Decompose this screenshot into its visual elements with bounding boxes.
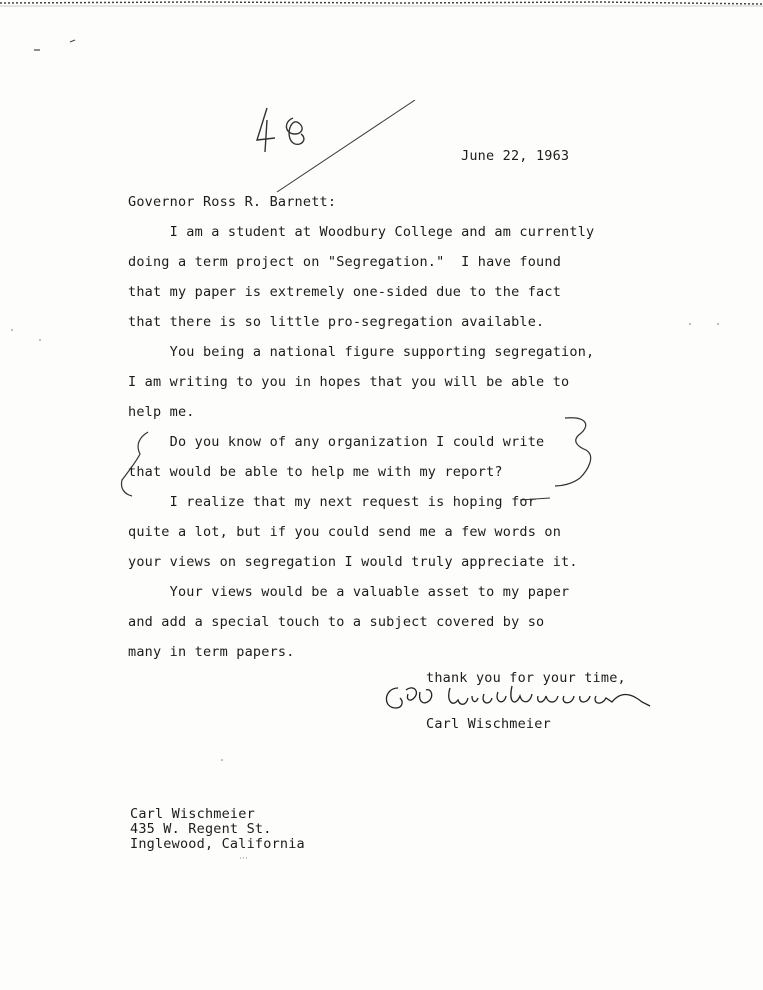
- body-line: many in term papers.: [128, 644, 295, 660]
- body-line: your views on segregation I would truly appreciate it.: [128, 554, 578, 570]
- return-address-line: Inglewood, California: [130, 836, 305, 852]
- salutation: Governor Ross R. Barnett:: [128, 194, 337, 210]
- body-line: and add a special touch to a subject covered by so: [128, 614, 545, 630]
- body-line: Your views would be a valuable asset to my paper: [128, 584, 570, 600]
- body-line: that my paper is extremely one-sided due to the fact: [128, 284, 562, 300]
- return-address-line: 435 W. Regent St.: [130, 821, 272, 837]
- body-line: I realize that my next request is hoping for: [128, 494, 537, 510]
- body-line: You being a national figure supporting segregation,: [128, 344, 595, 360]
- body-line: doing a term project on "Segregation." I have found: [128, 254, 562, 270]
- body-line: help me.: [128, 404, 195, 420]
- body-line: I am writing to you in hopes that you will be able to: [128, 374, 570, 390]
- closing: thank you for your time,: [426, 670, 626, 686]
- body-line: Do you know of any organization I could write: [128, 434, 545, 450]
- return-address-line: Carl Wischmeier: [130, 806, 255, 822]
- body-line: I am a student at Woodbury College and am currently: [128, 224, 595, 240]
- letter-date: June 22, 1963: [461, 148, 570, 164]
- body-line: quite a lot, but if you could send me a few words on: [128, 524, 562, 540]
- body-line: that would be able to help me with my report?: [128, 464, 503, 480]
- typed-signature-name: Carl Wischmeier: [426, 716, 551, 732]
- body-line: that there is so little pro-segregation available.: [128, 314, 545, 330]
